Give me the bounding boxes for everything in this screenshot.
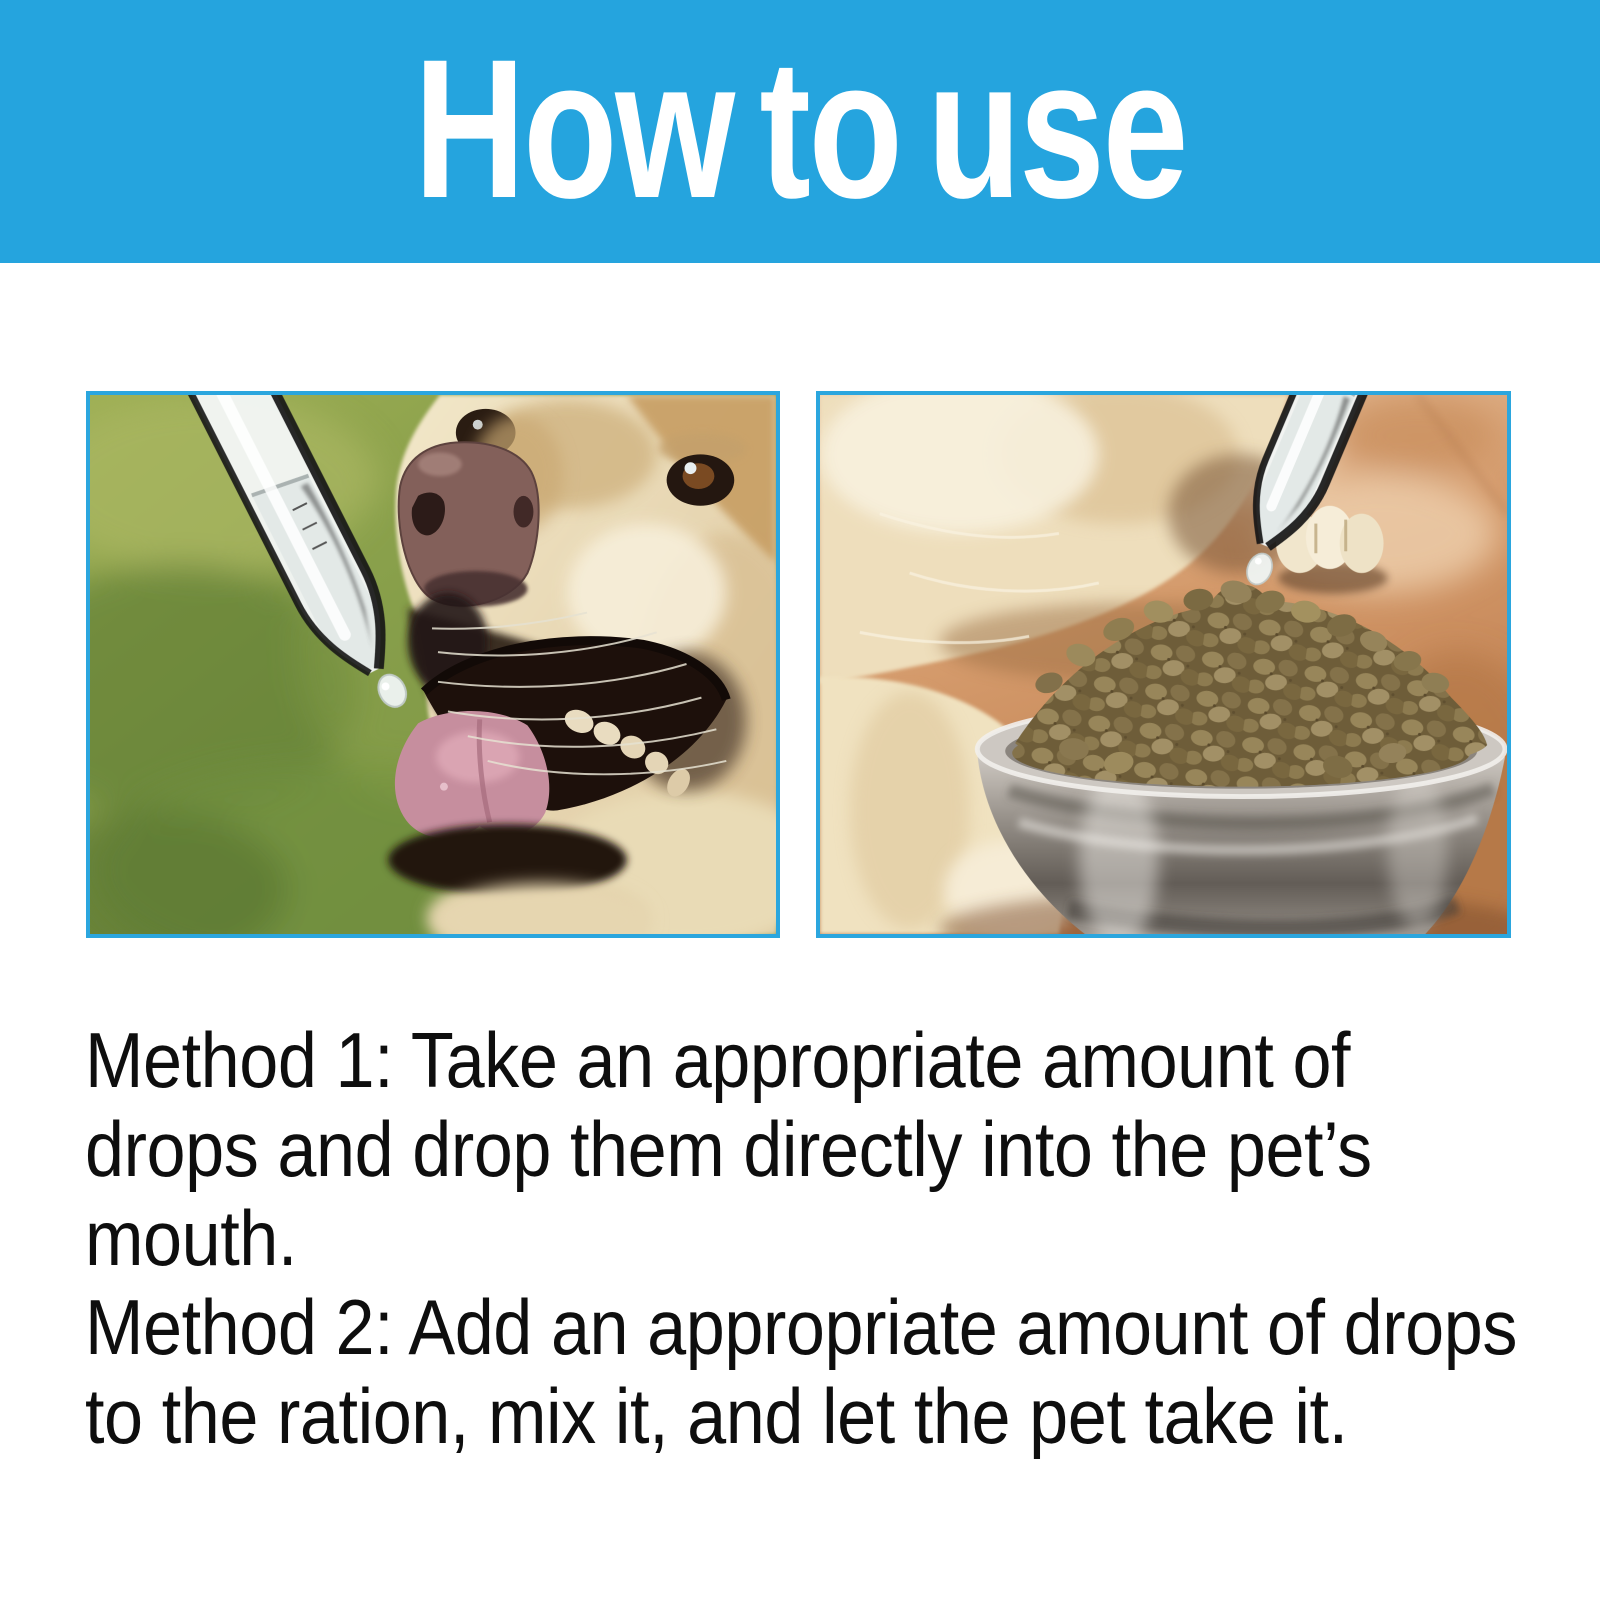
instruction-line: to the ration, mix it, and let the pet take it. bbox=[85, 1372, 1348, 1460]
dog-chin-shadow bbox=[388, 824, 627, 895]
instruction-line: mouth. bbox=[85, 1194, 297, 1282]
instruction-line: Method 1: Take an appropriate amount of bbox=[85, 1016, 1351, 1104]
instruction-line: drops and drop them directly into the pet’s bbox=[85, 1105, 1372, 1193]
dog-face bbox=[388, 395, 776, 934]
instruction-line: Method 2: Add an appropriate amount of drops bbox=[85, 1283, 1517, 1371]
instructions bbox=[85, 1016, 1600, 1461]
dog-tongue bbox=[395, 711, 549, 838]
photo-dog-mouth-dropper bbox=[86, 391, 780, 938]
page-title: How to use bbox=[413, 17, 1187, 239]
food-bowl-dropper-illustration bbox=[820, 395, 1507, 934]
header-banner bbox=[0, 0, 1600, 263]
dog-mouth-dropper-illustration bbox=[90, 395, 776, 934]
photo-food-bowl-dropper bbox=[816, 391, 1511, 938]
